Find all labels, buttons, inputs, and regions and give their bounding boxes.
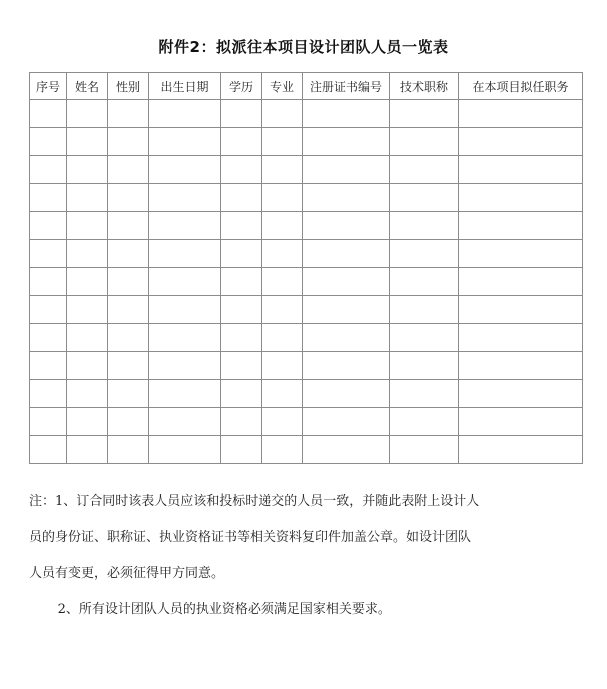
table-cell [262,156,303,184]
table-cell [390,100,459,128]
table-cell [30,352,67,380]
table-cell [303,128,390,156]
table-cell [459,128,583,156]
team-roster-table [29,72,583,464]
table-cell [108,436,149,464]
table-cell [390,240,459,268]
table-cell [459,184,583,212]
table-cell [67,240,108,268]
table-cell [67,212,108,240]
table-cell [262,380,303,408]
document-title: 附件2：拟派往本项目设计团队人员一览表 [158,38,449,56]
table-cell [221,380,262,408]
table-cell [303,268,390,296]
col-header-serial: 序号 [30,73,67,100]
table-cell [262,408,303,436]
table-cell [262,184,303,212]
col-header-cert-number: 注册证书编号 [303,73,390,100]
table-cell [108,100,149,128]
table-cell [149,352,221,380]
table-cell [303,324,390,352]
table-row [30,324,583,352]
table-cell [149,212,221,240]
table-cell [67,352,108,380]
table-cell [390,212,459,240]
table-cell [149,296,221,324]
table-cell [459,296,583,324]
col-header-major: 专业 [262,73,303,100]
table-cell [221,268,262,296]
table-cell [30,296,67,324]
table-row [30,380,583,408]
table-cell [303,184,390,212]
table-cell [149,156,221,184]
table-row [30,296,583,324]
table-row [30,100,583,128]
table-cell [459,352,583,380]
col-header-tech-title: 技术职称 [390,73,459,100]
table-cell [459,100,583,128]
table-row [30,408,583,436]
table-cell [149,184,221,212]
table-cell [67,436,108,464]
table-cell [303,436,390,464]
table-cell [221,296,262,324]
table-cell [262,352,303,380]
table-cell [262,436,303,464]
table-cell [390,408,459,436]
col-header-gender: 性别 [108,73,149,100]
table-cell [390,268,459,296]
table-row [30,268,583,296]
table-cell [459,156,583,184]
table-cell [149,380,221,408]
table-cell [459,436,583,464]
table-cell [108,408,149,436]
table-cell [303,408,390,436]
table-row [30,156,583,184]
table-cell [67,296,108,324]
col-header-name: 姓名 [67,73,108,100]
table-cell [262,268,303,296]
table-cell [303,100,390,128]
table-cell [30,100,67,128]
table-cell [221,324,262,352]
table-cell [108,352,149,380]
table-cell [108,128,149,156]
table-header-row [30,73,583,100]
table-cell [30,184,67,212]
table-cell [67,156,108,184]
table-cell [221,100,262,128]
table-cell [108,212,149,240]
table-cell [390,380,459,408]
table-cell [459,240,583,268]
col-header-education: 学历 [221,73,262,100]
table-row [30,128,583,156]
note-line-3: 人员有变更，必须征得甲方同意。 [29,566,225,581]
table-cell [108,296,149,324]
table-cell [67,128,108,156]
table-cell [459,324,583,352]
col-header-project-role: 在本项目拟任职务 [459,73,583,100]
table-cell [108,324,149,352]
table-cell [303,352,390,380]
table-cell [262,212,303,240]
table-cell [221,156,262,184]
table-cell [262,100,303,128]
table-cell [262,240,303,268]
table-cell [221,408,262,436]
table-cell [221,240,262,268]
table-cell [108,184,149,212]
table-cell [67,324,108,352]
table-cell [149,408,221,436]
table-cell [108,268,149,296]
table-cell [459,408,583,436]
table-cell [390,184,459,212]
table-cell [221,352,262,380]
table-cell [30,436,67,464]
table-cell [67,268,108,296]
table-cell [459,268,583,296]
table-cell [390,156,459,184]
table-cell [30,324,67,352]
table-cell [303,156,390,184]
table-cell [303,380,390,408]
table-row [30,436,583,464]
table-cell [30,128,67,156]
table-cell [390,324,459,352]
table-cell [390,128,459,156]
table-cell [30,268,67,296]
table-cell [390,352,459,380]
table-cell [149,240,221,268]
table-cell [30,408,67,436]
table-cell [221,212,262,240]
table-cell [149,436,221,464]
table-cell [149,100,221,128]
table-cell [221,128,262,156]
table-cell [221,436,262,464]
table-body [30,100,583,464]
table-cell [108,380,149,408]
table-cell [303,240,390,268]
note-line-2: 员的身份证、职称证、执业资格证书等相关资料复印件加盖公章。如设计团队 [29,530,472,545]
table-cell [262,128,303,156]
note-line-4: 2、所有设计团队人员的执业资格必须满足国家相关要求。 [57,602,391,617]
table-cell [262,296,303,324]
table-cell [67,408,108,436]
note-line-1: 注：1、订合同时该表人员应该和投标时递交的人员一致，并随此表附上设计人 [29,494,480,509]
table-cell [67,380,108,408]
table-cell [149,128,221,156]
table-cell [30,240,67,268]
table-cell [459,380,583,408]
table-cell [30,212,67,240]
table-cell [149,324,221,352]
table-row [30,184,583,212]
table-cell [459,212,583,240]
notes-section [29,484,582,628]
table-row [30,352,583,380]
col-header-birth-date: 出生日期 [149,73,221,100]
table-cell [108,240,149,268]
table-cell [30,380,67,408]
table-cell [149,268,221,296]
table-cell [303,296,390,324]
table-cell [30,156,67,184]
table-cell [221,184,262,212]
table-row [30,212,583,240]
table-row [30,240,583,268]
table-cell [390,436,459,464]
table-cell [303,212,390,240]
table-cell [390,296,459,324]
table-cell [262,324,303,352]
table-cell [67,100,108,128]
table-cell [67,184,108,212]
table-cell [108,156,149,184]
